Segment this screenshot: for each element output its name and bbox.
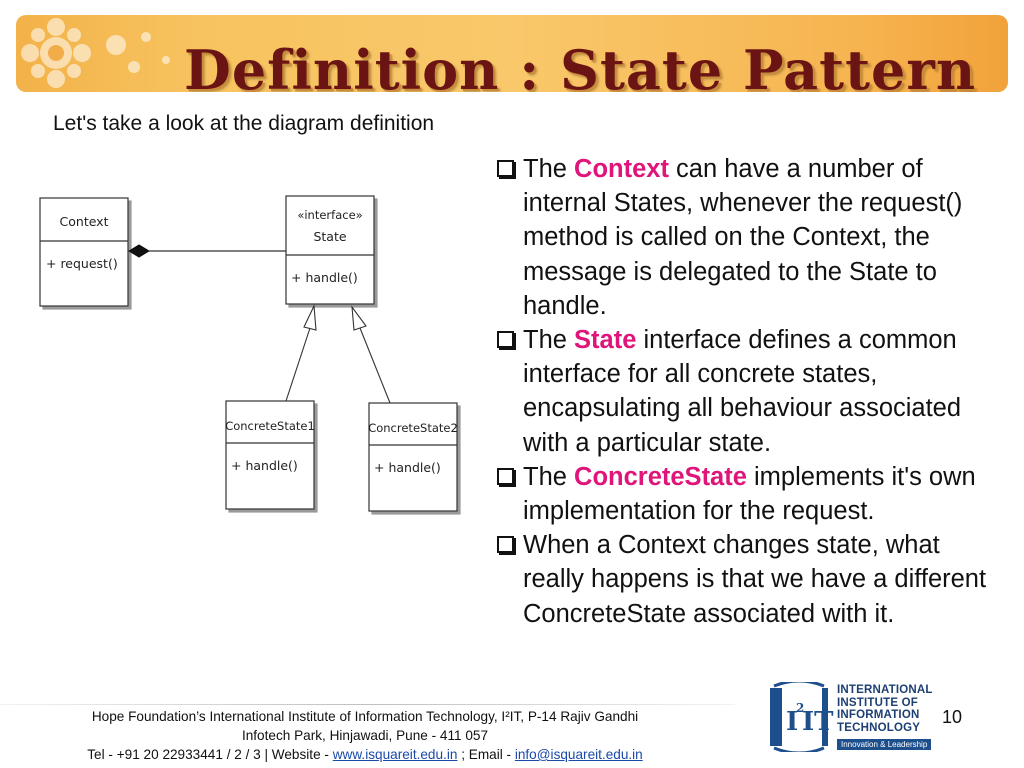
bullet-item: The Context can have a number of internal States, whenever the request() method is called on the Context, the message is delegated to the State to handle.: [497, 152, 1007, 323]
context-class-method: + request(): [46, 256, 118, 271]
bullet-item: The ConcreteState implements it's own implementation for the request.: [497, 460, 1007, 528]
state-interface-name: State: [313, 229, 347, 244]
highlight-term: Context: [574, 155, 669, 183]
concrete-state2-method: + handle(): [374, 460, 441, 475]
slide-title: Definition : State Pattern: [184, 38, 977, 92]
footer-address-line1: Hope Foundation’s International Institute of Information Technology, I²IT, P-14 Rajiv Gandhi: [91, 709, 639, 724]
realization-arrows: [286, 306, 390, 403]
checkbox-bullet-icon: [497, 536, 514, 553]
state-interface-box: [286, 196, 374, 304]
checkbox-bullet-icon: [497, 468, 514, 485]
website-link[interactable]: www.isquareit.edu.in: [332, 747, 458, 762]
checkbox-bullet-icon: [497, 331, 514, 348]
context-class-name: Context: [59, 214, 109, 229]
page-number: 10: [942, 707, 963, 727]
bullet-item: When a Context changes state, what really happens is that we have a different ConcreteState associated with it.: [497, 528, 1007, 631]
uml-class-diagram: [30, 188, 470, 528]
i2it-logo-icon: [764, 682, 834, 752]
highlight-term: ConcreteState: [574, 462, 747, 491]
concrete-state1-name: ConcreteState1: [225, 419, 315, 433]
state-stereotype: «interface»: [297, 208, 363, 222]
bullet-list: [497, 152, 1007, 631]
footer-contact-line: Tel - +91 20 22933441 / 2 / 3 | Website - www.isquareit.edu.in ; Email - info@isquareit.edu.in: [87, 747, 643, 762]
concrete-state1-method: + handle(): [231, 458, 298, 473]
svg-text:2: 2: [796, 701, 805, 715]
intro-text: Let's take a look at the diagram definition: [53, 112, 435, 135]
concrete-state1-box: [225, 401, 315, 509]
bullet-item: The State interface defines a common interface for all concrete states, encapsulating all behaviour associated with a particular state.: [497, 323, 1007, 460]
highlight-term: State: [574, 326, 637, 355]
state-interface-method: + handle(): [291, 270, 358, 285]
composition-association: [129, 245, 286, 257]
concrete-state2-name: ConcreteState2: [368, 421, 458, 435]
checkbox-bullet-icon: [497, 160, 514, 177]
footer-address-line2: Infotech Park, Hinjawadi, Pune - 411 057: [241, 728, 489, 743]
email-link[interactable]: info@isquareit.edu.in: [514, 747, 643, 762]
concrete-state2-box: [368, 403, 458, 511]
context-class-box: [40, 198, 128, 306]
svg-text:IT: IT: [802, 707, 834, 737]
svg-text:I: I: [786, 707, 799, 737]
institute-logo: [742, 668, 942, 768]
title-banner: [16, 15, 1008, 92]
footer-divider: [0, 704, 735, 705]
logo-tagline: Innovation & Leadership: [837, 739, 931, 750]
logo-text: INTERNATIONAL INSTITUTE OF INFORMATION TECHNOLOGY: [837, 684, 933, 734]
footer: [20, 707, 710, 764]
